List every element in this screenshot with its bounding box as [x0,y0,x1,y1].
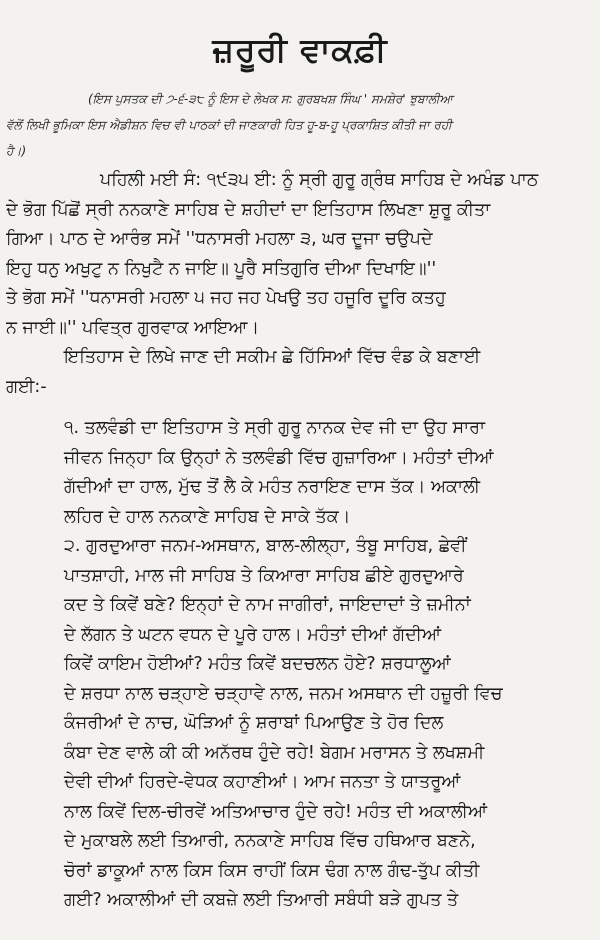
preface-note [6,86,591,164]
page-title: ਜ਼ਰੂਰੀ ਵਾਕਫ਼ੀ [212,30,388,69]
body-line: ਗਿਆ। ਪਾਠ ਦੇ ਆਰੰਭ ਸਮੇਂ ''ਧਨਾਸਰੀ ਮਹਲਾ ੩, ਘਰ ਦੂਜਾ ਚਉਪਦੇ [6,229,433,249]
preface-line: ਹੈ।) [6,144,27,158]
list-item-2: ੨. ਗੁਰਦੁਆਰਾ ਜਨਮ-ਅਸਥਾਨ, ਬਾਲ-ਲੀਲ੍ਹਾ, ਤੰਬੂ ਸਾਹਿਬ, ਛੇਵੀਂ [64,536,467,556]
body-line: ਗਈ? ਅਕਾਲੀਆਂ ਦੀ ਕਬਜ਼ੇ ਲਈ ਤਿਆਰੀ ਸਬੰਧੀ ਬੜੇ ਗੁਪਤ ਤੇ [64,890,459,910]
body-text [6,166,591,916]
preface-line: ਵੱਲੋਂ ਲਿਖੀ ਭੂਮਿਕਾ ਇਸ ਐਡੀਸ਼ਨ ਵਿਚ ਵੀ ਪਾਠਕਾਂ ਦੀ ਜਾਣਕਾਰੀ ਹਿਤ ਹੂ-ਬ-ਹੂ ਪ੍ਰਕਾਸ਼ਿਤ ਕੀਤੀ ਜਾ ਰਹੀ [6,118,452,132]
body-line: ਨ ਜਾਈ॥'' ਪਵਿਤ੍ਰ ਗੁਰਵਾਕ ਆਇਆ। [6,317,260,338]
body-line: ਦੇ ਭੋਗ ਪਿੱਛੋਂ ਸ੍ਰੀ ਨਨਕਾਣੇ ਸਾਹਿਬ ਦੇ ਸ਼ਹੀਦਾਂ ਦਾ ਇਤਿਹਾਸ ਲਿਖਣਾ ਸ਼ੁਰੂ ਕੀਤਾ [6,199,491,220]
list-item-1: ੧. ਤਲਵੰਡੀ ਦਾ ਇਤਿਹਾਸ ਤੇ ਸ੍ਰੀ ਗੁਰੂ ਨਾਨਕ ਦੇਵ ਜੀ ਦਾ ਉਹ ਸਾਰਾ [64,418,486,438]
body-line: ਲਹਿਰ ਦੇ ਹਾਲ ਨਨਕਾਣੇ ਸਾਹਿਬ ਦੇ ਸਾਕੇ ਤੱਕ। [64,506,351,527]
body-line: ਇਤਿਹਾਸ ਦੇ ਲਿਖੇ ਜਾਣ ਦੀ ਸਕੀਮ ਛੇ ਹਿੱਸਿਆਂ ਵਿੱਚ ਵੰਡ ਕੇ ਬਣਾਈ [64,347,481,367]
body-line: ਕੰਬਾ ਦੇਣ ਵਾਲੇ ਕੀ ਕੀ ਅਨੱਰਥ ਹੁੰਦੇ ਰਹੇ! ਬੇਗਮ ਮਰਾਸਨ ਤੇ ਲਖਸ਼ਮੀ [64,742,485,763]
body-line: ਤੇ ਭੋਗ ਸਮੇਂ ''ਧਨਾਸਰੀ ਮਹਲਾ ੫ ਜਹ ਜਹ ਪੇਖਉ ਤਹ ਹਜੂਰਿ ਦੂਰਿ ਕਤਹੁ [6,288,446,308]
body-line: ਦੇਵੀ ਦੀਆਂ ਹਿਰਦੇ-ਵੇਧਕ ਕਹਾਣੀਆਂ। ਆਮ ਜਨਤਾ ਤੇ ਯਾਤਰੂਆਂ [64,772,461,792]
body-line: ਜੀਵਨ ਜਿਨ੍ਹਾ ਕਿ ਉਨ੍ਹਾਂ ਨੇ ਤਲਵੰਡੀ ਵਿੱਚ ਗੁਜ਼ਾਰਿਆ। ਮਹੰਤਾਂ ਦੀਆਂ [64,447,494,468]
body-line: ਕਦ ਤੇ ਕਿਵੇਂ ਬਣੇ? ਇਨ੍ਹਾਂ ਦੇ ਨਾਮ ਜਾਗੀਰਾਂ, ਜਾਇਦਾਦਾਂ ਤੇ ਜ਼ਮੀਨਾਂ [64,595,471,615]
preface-line: (ਇਸ ਪੁਸਤਕ ਦੀ ੭-੬-੩੮ ਨੂੰ ਇਸ ਦੇ ਲੇਖਕ ਸ: ਗੁਰਬਖਸ਼ ਸਿੰਘ ' ਸਮਸ਼ੇਰ' ਝੁਬਾਲੀਆ [88,92,453,106]
body-line: ਦੇ ਸ਼ਰਧਾ ਨਾਲ ਚੜ੍ਹਾਏ ਚੜ੍ਹਾਵੇ ਨਾਲ, ਜਨਮ ਅਸਥਾਨ ਦੀ ਹਜ਼ੂਰੀ ਵਿਚ [64,683,503,704]
body-line: ਨਾਲ ਕਿਵੇਂ ਦਿਲ-ਚੀਰਵੇਂ ਅਤਿਆਚਾਰ ਹੁੰਦੇ ਰਹੇ! ਮਹੰਤ ਦੀ ਅਕਾਲੀਆਂ [64,801,488,822]
body-line: ਕਿਵੇਂ ਕਾਇਮ ਹੋਈਆਂ? ਮਹੰਤ ਕਿਵੇਂ ਬਦਚਲਨ ਹੋਏ? ਸ਼ਰਧਾਲੂਆਂ [64,654,451,674]
body-line: ਇਹੁ ਧਨੁ ਅਖੁਟੁ ਨ ਨਿਖੁਟੈ ਨ ਜਾਇ॥ ਪੂਰੈ ਸਤਿਗੁਰਿ ਦੀਆ ਦਿਖਾਇ॥'' [6,258,437,279]
body-line: ਪਾਤਸ਼ਾਹੀ, ਮਾਲ ਜੀ ਸਾਹਿਬ ਤੇ ਕਿਆਰਾ ਸਾਹਿਬ ਛੀਏ ਗੁਰਦੁਆਰੇ [64,565,464,586]
body-line: ਪਹਿਲੀ ਮਈ ਸੰ: ੧੯੩੫ ਈ: ਨੂੰ ਸ੍ਰੀ ਗੁਰੂ ਗ੍ਰੰਥ ਸਾਹਿਬ ਦੇ ਅਖੰਡ ਪਾਠ [100,170,539,190]
body-line: ਗੱਦੀਆਂ ਦਾ ਹਾਲ, ਮੁੱਢ ਤੋਂ ਲੈ ਕੇ ਮਹੰਤ ਨਰਾਇਣ ਦਾਸ ਤੱਕ। ਅਕਾਲੀ [64,477,481,497]
body-line: ਚੋਰਾਂ ਡਾਕੂਆਂ ਨਾਲ ਕਿਸ ਕਿਸ ਰਾਹੀਂ ਕਿਸ ਢੰਗ ਨਾਲ ਗੰਢ-ਤੁੱਪ ਕੀਤੀ [64,860,480,881]
body-line: ਦੇ ਮੁਕਾਬਲੇ ਲਈ ਤਿਆਰੀ, ਨਨਕਾਣੇ ਸਾਹਿਬ ਵਿੱਚ ਹਥਿਆਰ ਬਣਨੇ, [64,831,476,851]
body-line: ਦੇ ਲੱਗਨ ਤੇ ਘਟਨ ਵਧਨ ਦੇ ਪੂਰੇ ਹਾਲ। ਮਹੰਤਾਂ ਦੀਆਂ ਗੱਦੀਆਂ [64,624,442,645]
body-line: ਕੰਜਰੀਆਂ ਦੇ ਨਾਚ, ਘੋੜਿਆਂ ਨੂੰ ਸ਼ਰਾਬਾਂ ਪਿਆਉਣ ਤੇ ਹੋਰ ਦਿਲ [64,713,444,733]
body-line: ਗਈ:- [6,376,47,397]
